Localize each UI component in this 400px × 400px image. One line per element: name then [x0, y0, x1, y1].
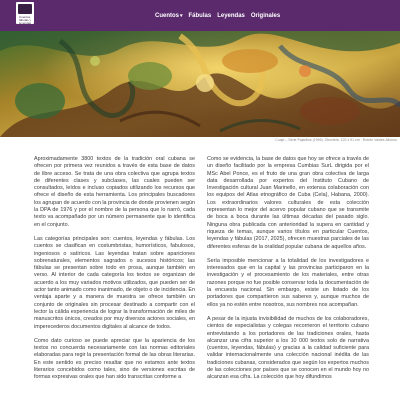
article-paragraph: Las categorías principales son: cuentos, leyendas y fábulas. Los cuentos se clasifican en costumbristas, humorísticos, fabulosos, ingeniosos o satíricos. Las leyendas tratan sobre apariciones sobrenaturales, elementos sagrados o sucesos históricos; las fábulas se presentan sobre todo en prosa, aunque también en verso. Al interior de cada categoría los textos se organizan de acuerdo a los muy variados motivos utilizados, que pueden ser de actor tanto animado como inanimado, de objeto o de incidencia. En ventaja aparte y a manera de muestra se ofrece también un conjunto de originales sin procesar destinado a compartir con el lector la cálida experiencia de lograr la transformación de miles de manuscritos únicos, creados por muy diversos actores sociales, en imperecederos documentos digitales al alcance de todos. [34, 235, 195, 330]
chevron-down-icon: ▾ [180, 13, 183, 19]
hero-painting-art [0, 31, 400, 137]
image-caption: Cuaje – Serie Pajarillos (1995). Óleo/tela. 122 x 91 cm · Rubén Valdés Alfonso [275, 138, 397, 142]
nav-item-label: Cuentos [155, 13, 179, 19]
article-paragraph: Sería imposible mencionar a la totalidad de los investigadores e interesados que en la capital y las provincias participaron en la investigación y el procesamiento de los materiales, entre otras razones porque no fue posible conservar toda la documentación de la encuesta nacional. Sin embargo, existe un listado de los portadores que compartieron sus saberes y, aunque muchos de ellos ya no estén entre nosotros, sus nombres nos acompañan. [207, 257, 369, 308]
nav-item-leyendas[interactable]: Leyendas [217, 13, 245, 19]
hero-painting [0, 31, 400, 137]
nav-item-originales[interactable]: Originales [250, 13, 281, 19]
article-paragraph: Aproximadamente 3800 textos de la tradición oral cubana se ofrecen por primera vez reunidos a través de esta base de datos de libre acceso. Se trata de una obra colectiva que agrupa textos de diferentes clases y subclases, las cuales pueden ser consultados, leídos e incluso copiados utilizando los recursos que ofrece el diseño de esta herramienta. Los principales buscadores los agrupan de acuerdo con la provincia de donde provienen según la DPA de 1976 y por el nombre de la persona que lo narró, cada texto va acompañado por un número permanente que lo identifica en el conjunto. [34, 156, 195, 228]
site-header [0, 0, 400, 31]
logo-mark [18, 4, 32, 14]
nav-item-fabulas[interactable]: Fábulas [188, 13, 212, 19]
main-nav [155, 10, 280, 22]
article-column-left [34, 156, 195, 400]
article-paragraph: Como se evidencia, la base de datos que hoy se ofrece a través de un diseño facilitado por la empresa Cumbias SurL dirigida por el MSc Abel Ponce, es el fruto de una gran obra colectiva de larga data desarrollada por expertos del Instituto Cubano de Investigación cultural Juan Marinello, en extensa colaboración con los equipos del Atlas etnográfico de Cuba (Cela), Habana, 2000). Los extraordinarios valores culturales de esta colección representan lo mejor del acervo popular cubano que se transmite de boca a boca durante las últimas décadas del pasado siglo. Ninguna obra publicada con anterioridad la supera en cantidad y riqueza de temas, aunque varios títulos en particular Cuentos, leyendas y fábulas (2017, 2025), ofrecen muestras parciales de las diferentes esferas de la oralidad popular cubana de aquellos años. [207, 156, 369, 250]
article-column-right [207, 156, 369, 400]
article-paragraph: A pesar de la injusta invisibilidad de muchos de los colaboradores, cientos de especialistas y colegas recorrieron el territorio cubano entrevistando a los portadores de las tradiciones orales, hasta alcanzar una cifra superior a los 10 000 textos solo de narrativa (cuentos, leyendas, fábulas) y gracias a la calidad suficiente para validar internacionalmente una colección nacional inédita de las tradiciones cubanas, considerados que según los expertos muchos de las colecciones por países que se conocen en el mundo hoy no alcanzan esa cifra. La colección que hoy difundimos [207, 315, 369, 381]
site-logo[interactable] [16, 2, 34, 24]
logo-subtitle: Cuentos, fábulas y leyendas [18, 15, 31, 25]
article-paragraph: Como dato curioso se puede apreciar que la apariencia de los textos no concuerda necesariamente con las normas editoriales elaboradas para regir la presentación formal de las obras literarias. En este sentido es preciso resaltar que no estamos ante textos literarios concebidos como tales, sino de versiones escritas de formas expresivas orales que han sido transcritas conforme a [34, 337, 195, 381]
nav-item-cuentos[interactable] [155, 10, 183, 22]
